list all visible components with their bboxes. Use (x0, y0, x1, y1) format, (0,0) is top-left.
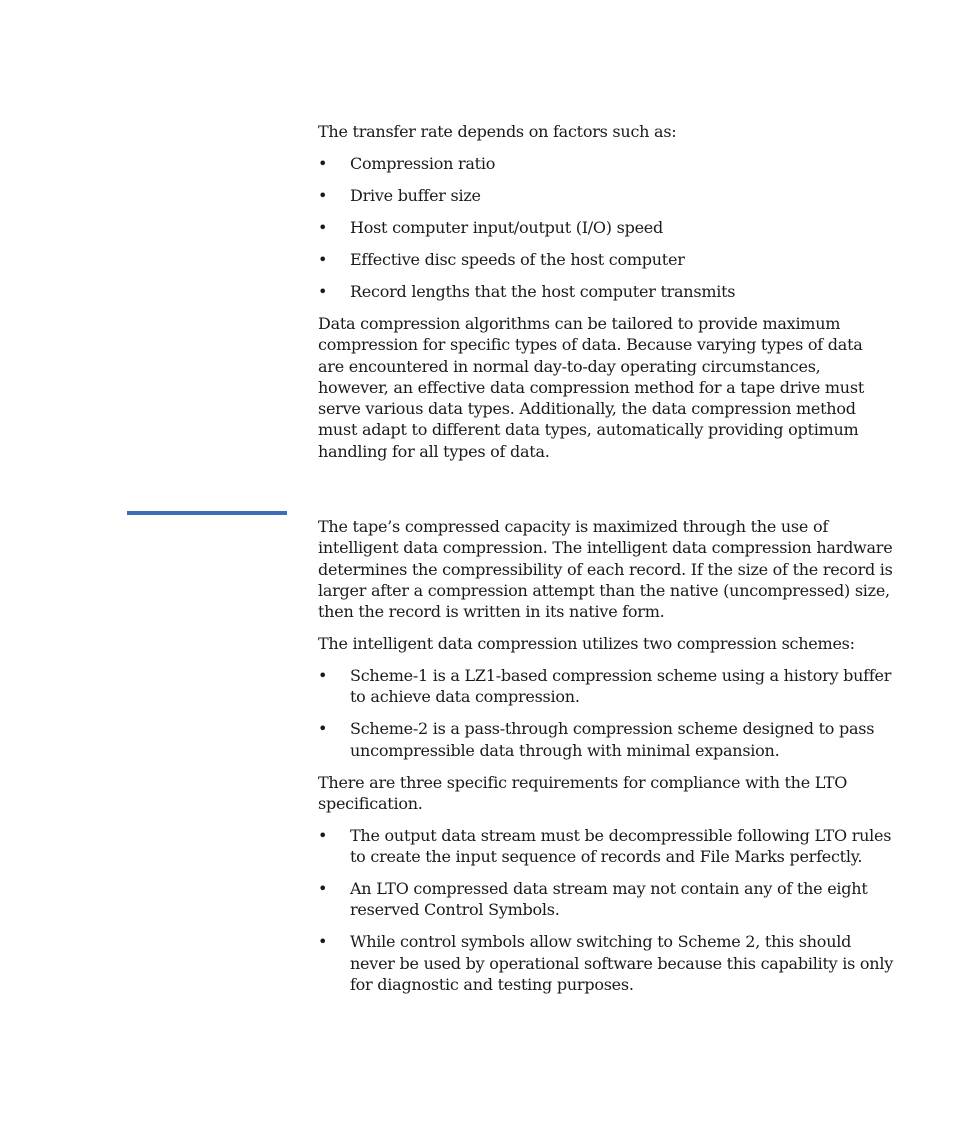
bullet-icon: • (318, 719, 328, 739)
section-divider-rule (127, 511, 287, 515)
bullet-icon: • (318, 185, 328, 205)
list-item: • Effective disc speeds of the host computer (318, 249, 685, 269)
bullet-icon: • (318, 249, 328, 269)
list-item: • An LTO compressed data stream may not contain any of the eight reserved Control Symbols. (318, 879, 868, 920)
transfer-rate-intro: The transfer rate depends on factors such as: (318, 122, 677, 141)
transfer-rate-section (318, 121, 893, 462)
list-item: • Drive buffer size (318, 185, 481, 205)
data-compression-paragraph: Data compression algorithms can be tailored to provide maximum compression for specific types of data. Because varying types of data are encountered in normal day-to-day operating circumstances, however, an effective data compression method for a tape drive must serve various data types. Additionally, the data compression method must adapt to different data types, automatically providing optimum handling for all types of data. (318, 313, 864, 461)
list-item: • Compression ratio (318, 153, 496, 173)
list-item: • Record lengths that the host computer transmits (318, 281, 736, 301)
lto-requirements-intro: There are three specific requirements for compliance with the LTO specification. (318, 772, 848, 813)
list-item: • Scheme-1 is a LZ1-based compression scheme using a history buffer to achieve data compression. (318, 665, 892, 707)
bullet-icon: • (318, 879, 328, 899)
bullet-icon: • (318, 281, 328, 301)
bullet-icon: • (318, 153, 328, 173)
intelligent-compression-section (318, 516, 893, 995)
list-item: • The output data stream must be decompressible following LTO rules to create the input sequence of records and File Marks perfectly. (318, 825, 892, 867)
bullet-icon: • (318, 217, 328, 237)
bullet-icon: • (318, 825, 328, 845)
bullet-icon: • (318, 665, 328, 685)
list-item: • Scheme-2 is a pass-through compression scheme designed to pass uncompressible data through with minimal expansion. (318, 719, 875, 760)
transfer-factors-list (318, 153, 893, 302)
list-item: • Host computer input/output (I/O) speed (318, 217, 664, 237)
list-item: • While control symbols allow switching to Scheme 2, this should never be used by operational software because this capability is only for diagnostic and testing purposes. (318, 932, 893, 994)
bullet-icon: • (318, 932, 328, 952)
compression-schemes-intro: The intelligent data compression utilizes two compression schemes: (318, 633, 855, 653)
compression-schemes-list (318, 665, 893, 761)
compressed-capacity-paragraph: The tape’s compressed capacity is maximized through the use of intelligent data compression. The intelligent data compression hardware determines the compressibility of each record. If the size of the record is larger after a compression attempt than the native (uncompressed) size, then the record is written in its native form. (318, 517, 893, 622)
lto-requirements-list (318, 825, 893, 995)
